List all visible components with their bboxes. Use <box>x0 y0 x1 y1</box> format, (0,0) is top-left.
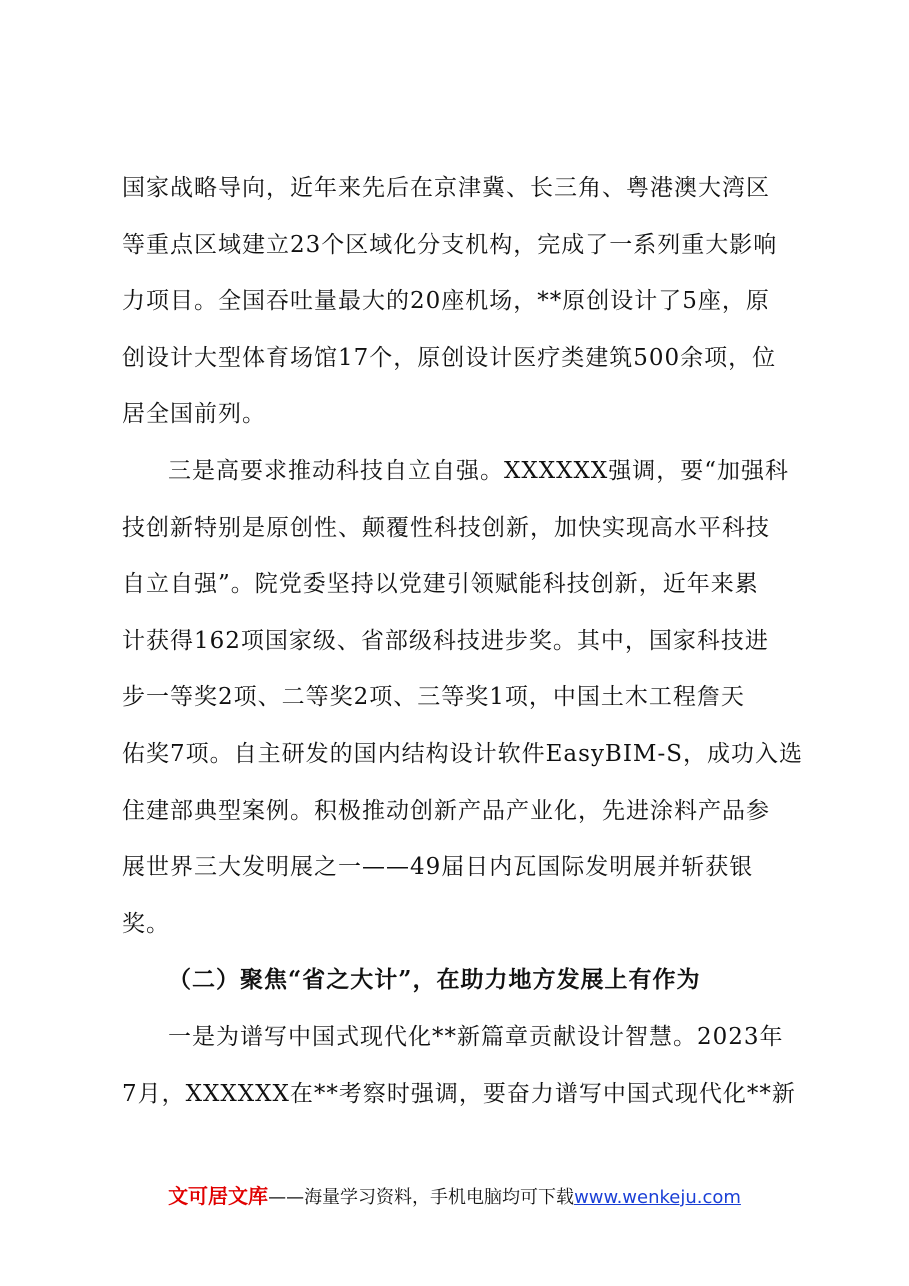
text-line-1: 国家战略导向，近年来先后在京津冀、长三角、粤港澳大湾区 <box>122 175 770 201</box>
document-body <box>122 160 802 1122</box>
text-line-11: 佑奖7项。自主研发的国内结构设计软件EasyBIM-S，成功入选 <box>122 740 803 767</box>
text-line-7: 技创新特别是原创性、颠覆性科技创新，加快实现高水平科技 <box>122 514 770 541</box>
footer-banner <box>0 1180 909 1209</box>
text-line-9: 计获得162项国家级、省部级科技进步奖。其中，国家科技进 <box>122 627 769 654</box>
text-line-16: 一是为谱写中国式现代化**新篇章贡献设计智慧。2023年 <box>168 1023 784 1050</box>
footer-url-link[interactable]: www.wenkeju.com <box>574 1187 741 1208</box>
text-line-5: 居全国前列。 <box>122 401 266 428</box>
text-line-6: 三是高要求推动科技自立自强。XXXXXX强调，要“加强科 <box>168 457 790 484</box>
text-line-8: 自立自强”。院党委坚持以党建引领赋能科技创新，近年来累 <box>122 571 759 598</box>
text-line-3: 力项目。全国吞吐量最大的20座机场，**原创设计了5座，原 <box>122 288 770 315</box>
text-line-17: 7月，XXXXXX在**考察时强调，要奋力谱写中国式现代化**新 <box>122 1080 796 1107</box>
text-line-14: 奖。 <box>122 910 170 937</box>
section-heading: （二）聚焦“省之大计”，在助力地方发展上有作为 <box>168 966 701 994</box>
text-line-10: 步一等奖2项、二等奖2项、三等奖1项，中国土木工程詹天 <box>122 684 745 711</box>
text-line-13: 展世界三大发明展之一——49届日内瓦国际发明展并斩获银 <box>122 854 754 881</box>
text-line-4: 创设计大型体育场馆17个，原创设计医疗类建筑500余项，位 <box>122 344 777 371</box>
text-line-12: 住建部典型案例。积极推动创新产品产业化，先进涂料产品参 <box>122 797 770 824</box>
text-line-2: 等重点区域建立23个区域化分支机构，完成了一系列重大影响 <box>122 231 778 258</box>
footer-slogan: ——海量学习资料，手机电脑均可下载 <box>268 1187 575 1208</box>
footer-brand: 文可居文库 <box>168 1184 269 1208</box>
